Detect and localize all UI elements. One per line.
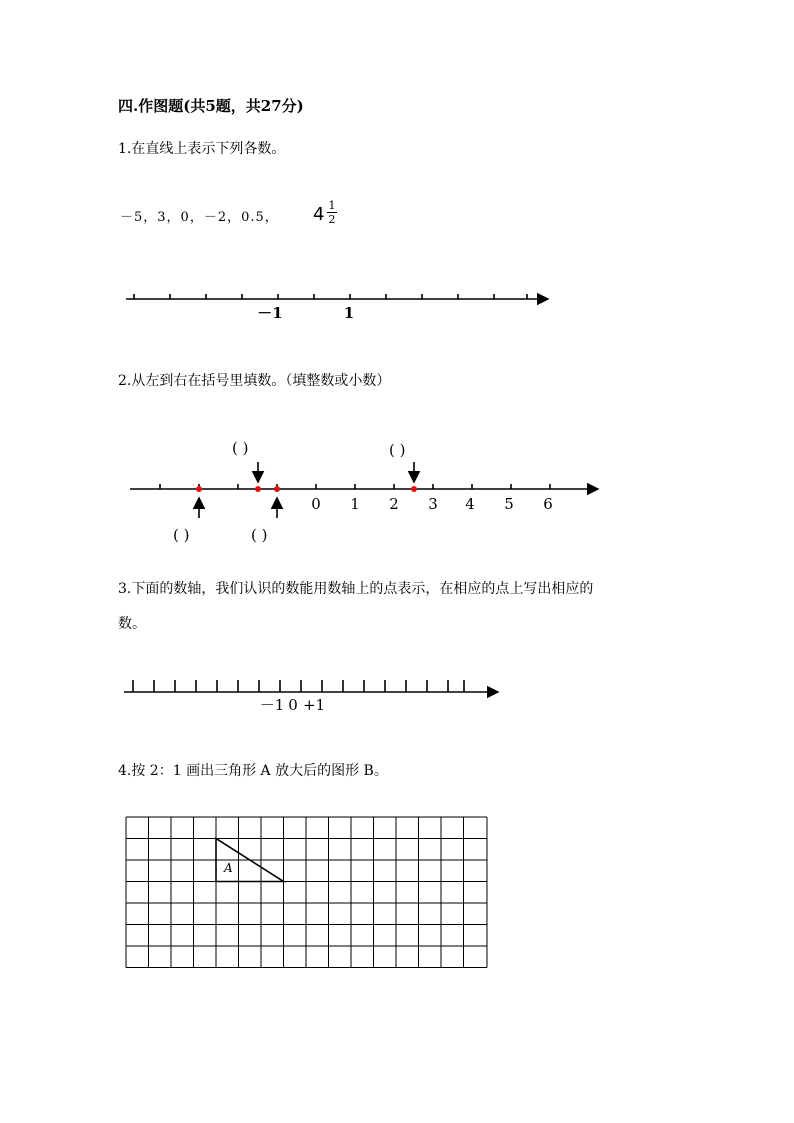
q2-point (255, 486, 261, 492)
q3-prompt-line2: 数。 (118, 616, 146, 632)
q3-number-line (124, 680, 498, 692)
q1-number-list: －5，3，0，－2，0.5， (120, 210, 279, 225)
q2-point (274, 486, 280, 492)
q2-label-4: 4 (465, 495, 475, 513)
q1-label-minus1: －1 (257, 304, 283, 322)
q2-label-6: 6 (543, 495, 553, 513)
q2-label-2: 2 (389, 495, 399, 513)
q2-label-5: 5 (504, 495, 514, 513)
q2-answer-paren-bottom-2[interactable]: ( ) (251, 526, 268, 544)
q2-point (196, 486, 202, 492)
q3-label-0: 0 (288, 696, 298, 714)
q4-grid (126, 817, 487, 968)
q2-answer-paren-top-1[interactable]: ( ) (232, 439, 249, 457)
q1-label-1: 1 (343, 304, 355, 322)
q3-ticks (133, 680, 464, 692)
q2-answer-paren-bottom-1[interactable]: ( ) (173, 526, 190, 544)
q4-triangle-label: A (224, 861, 233, 875)
section-title: 四.作图题(共5题，共27分) (118, 97, 304, 115)
q2-answer-paren-top-2[interactable]: ( ) (389, 441, 406, 459)
q2-label-1: 1 (350, 495, 360, 513)
q2-prompt: 2.从左到右在括号里填数。（填整数或小数） (118, 373, 391, 389)
q3-label-minus1: －1 (259, 696, 285, 714)
q3-prompt-line1: 3.下面的数轴，我们认识的数能用数轴上的点表示，在相应的点上写出相应的 (118, 581, 594, 597)
q1-mixed-whole: 4 (313, 204, 325, 225)
q1-prompt: 1.在直线上表示下列各数。 (118, 141, 286, 157)
q2-label-3: 3 (428, 495, 438, 513)
q2-point (411, 486, 417, 492)
q1-fraction-denominator: 2 (328, 213, 336, 226)
q1-fraction-numerator: 1 (328, 199, 336, 212)
q3-label-plus1: +1 (302, 696, 326, 714)
q4-prompt: 4.按 2：1 画出三角形 A 放大后的图形 B。 (118, 763, 388, 779)
q2-label-0: 0 (311, 495, 321, 513)
q1-number-line (126, 294, 548, 299)
